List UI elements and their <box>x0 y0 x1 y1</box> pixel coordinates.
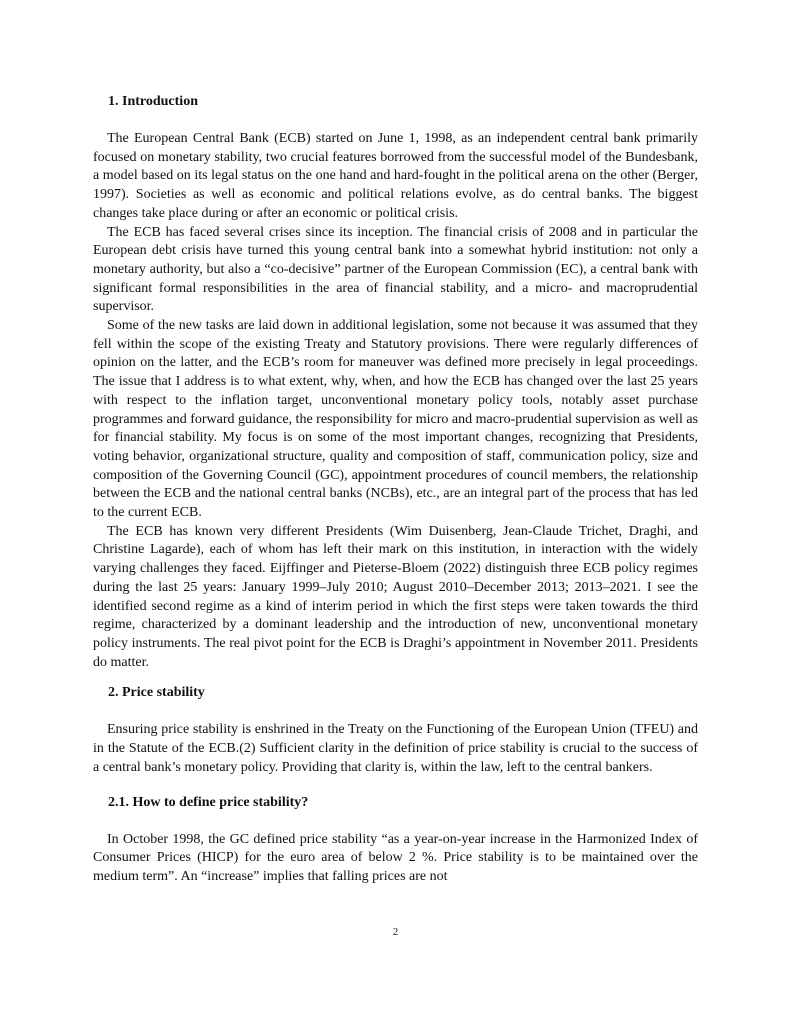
section-heading-price-stability: 2. Price stability <box>108 685 205 701</box>
subsection-heading-define-price-stability: 2.1. How to define price stability? <box>108 794 309 810</box>
paragraph: Ensuring price stability is enshrined in the Treaty on the Functioning of the European Union (TFEU) and in the Statute of the ECB.(2) Sufficient clarity in the definition of price stability is crucial to the success of a central bank’s monetary policy. Providing that clarity is, within the law, left to the central bankers. <box>93 722 698 775</box>
paragraph: Some of the new tasks are laid down in additional legislation, some not because it was assumed that they fell within the scope of the existing Treaty and Statutory provisions. There were regularly differences of opinion on the latter, and the ECB’s room for maneuver was defined more precisely in legal proceedings. The issue that I address is to what extent, why, when, and how the ECB has changed over the last 25 years with respect to the inflation target, unconventional monetary policy tools, notably asset purchase programmes and forward guidance, the responsibility for micro and macro-prudential supervision as well as for financial stability. My focus is on some of the most important changes, recognizing that Presidents, voting behavior, organizational structure, quality and composition of staff, communication policy, size and composition of the Governing Council (GC), appointment procedures of council members, the relationship between the ECB and the national central banks (NCBs), etc., are an integral part of the process that has led to the current ECB. <box>93 318 698 521</box>
paragraph: The ECB has faced several crises since its inception. The financial crisis of 2008 and in particular the European debt crisis have turned this young central bank into a somewhat hybrid institution: not only a monetary authority, but also a “co-decisive” partner of the European Commission (EC), a central bank with significant formal responsibilities in the area of financial stability, and a micro- and macroprudential supervisor. <box>93 224 698 315</box>
section-heading-introduction: 1. Introduction <box>108 94 198 109</box>
page-body <box>93 91 698 887</box>
page-number: 2 <box>392 926 399 938</box>
paragraph: The ECB has known very different Presidents (Wim Duisenberg, Jean-Claude Trichet, Draghi, and Christine Lagarde), each of whom has left their mark on this institution, in interaction with the widely varying challenges they faced. Eijffinger and Pieterse-Bloem (2022) distinguish three ECB policy regimes during the last 25 years: January 1999–July 2010; August 2010–December 2013; 2013–2021. I see the identified second regime as a kind of interim period in which the first steps were taken towards the third regime, characterized by a dominant leadership and the introduction of new, unconventional monetary policy instruments. The real pivot point for the ECB is Draghi’s appointment in November 2011. Presidents do matter. <box>93 523 698 670</box>
paragraph: In October 1998, the GC defined price stability “as a year-on-year increase in the Harmonized Index of Consumer Prices (HICP) for the euro area of below 2 %. Price stability is to be maintained over the medium term”. An “increase” implies that falling prices are not <box>93 831 698 884</box>
spacer <box>93 672 698 682</box>
paragraph: The European Central Bank (ECB) started on June 1, 1998, as an independent central bank primarily focused on monetary stability, two crucial features borrowed from the successful model of the Bundesbank, a model based on its legal status on the one hand and hard-fought in the political arena on the other (Berger, 1997). Societies as well as economic and political relations evolve, as do central banks. The biggest changes take place during or after an economic or political crisis. <box>93 131 698 221</box>
